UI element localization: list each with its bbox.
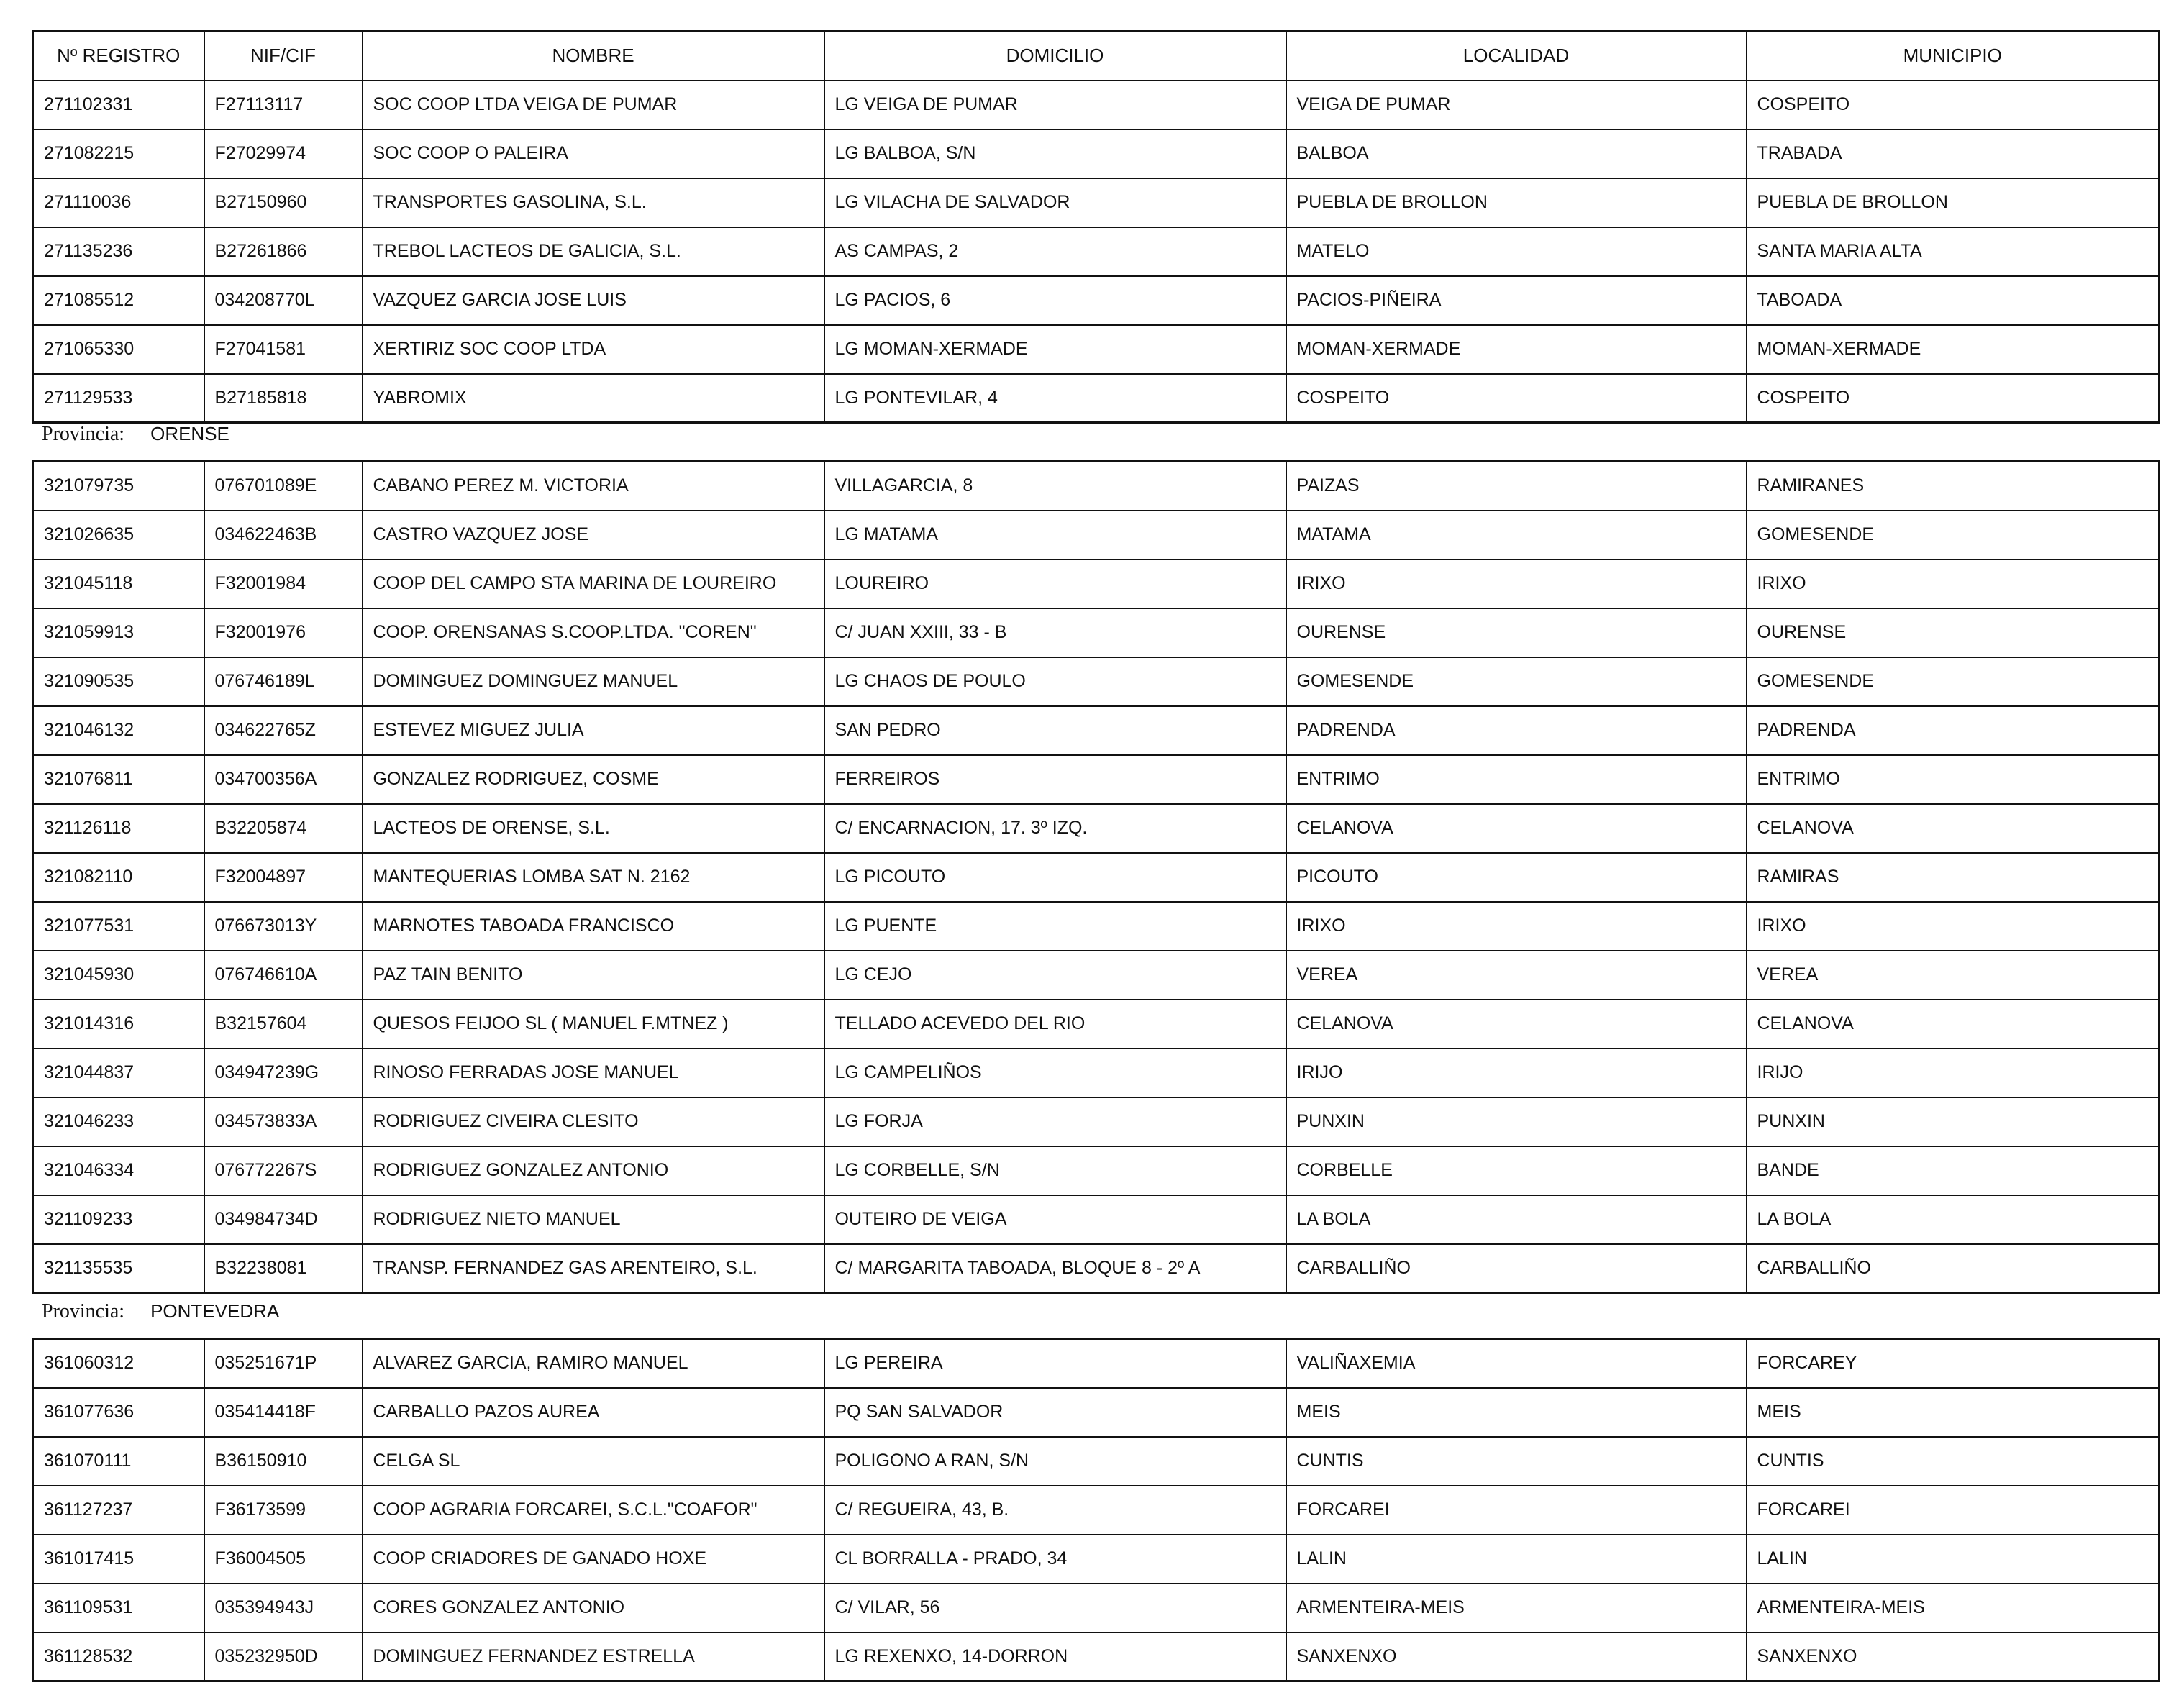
province-name: ORENSE bbox=[150, 423, 229, 444]
table-row bbox=[33, 1437, 2160, 1486]
cell-n-registro: 271129533 bbox=[33, 374, 204, 423]
cell-nif-cif: 076772267S bbox=[204, 1146, 363, 1195]
cell-nif-cif: 076673013Y bbox=[204, 902, 363, 951]
cell-n-registro: 361077636 bbox=[33, 1388, 204, 1437]
cell-domicilio: LG CORBELLE, S/N bbox=[824, 1146, 1286, 1195]
cell-n-registro: 321109233 bbox=[33, 1195, 204, 1244]
cell-nif-cif: 034573833A bbox=[204, 1097, 363, 1146]
cell-nif-cif: 035394943J bbox=[204, 1584, 363, 1632]
table-row bbox=[33, 951, 2160, 1000]
cell-localidad: PUEBLA DE BROLLON bbox=[1286, 178, 1747, 227]
cell-domicilio: FERREIROS bbox=[824, 755, 1286, 804]
cell-domicilio: PQ SAN SALVADOR bbox=[824, 1388, 1286, 1437]
cell-nombre: CASTRO VAZQUEZ JOSE bbox=[363, 511, 824, 560]
cell-n-registro: 321046132 bbox=[33, 706, 204, 755]
table-row bbox=[33, 1195, 2160, 1244]
header-municipio: MUNICIPIO bbox=[1747, 32, 2160, 81]
cell-n-registro: 321090535 bbox=[33, 657, 204, 706]
cell-municipio: CELANOVA bbox=[1747, 804, 2160, 853]
table-row bbox=[33, 1486, 2160, 1535]
cell-nombre: ESTEVEZ MIGUEZ JULIA bbox=[363, 706, 824, 755]
table-row bbox=[33, 227, 2160, 276]
cell-nombre: RODRIGUEZ CIVEIRA CLESITO bbox=[363, 1097, 824, 1146]
cell-municipio: VEREA bbox=[1747, 951, 2160, 1000]
cell-municipio: CARBALLIÑO bbox=[1747, 1244, 2160, 1293]
cell-n-registro: 361017415 bbox=[33, 1535, 204, 1584]
header-domicilio: DOMICILIO bbox=[824, 32, 1286, 81]
cell-nif-cif: 076701089E bbox=[204, 462, 363, 511]
cell-municipio: TRABADA bbox=[1747, 129, 2160, 178]
cell-municipio: IRIXO bbox=[1747, 902, 2160, 951]
cell-domicilio: LG CEJO bbox=[824, 951, 1286, 1000]
table-row bbox=[33, 1388, 2160, 1437]
cell-localidad: COSPEITO bbox=[1286, 374, 1747, 423]
cell-nombre: COOP. ORENSANAS S.COOP.LTDA. "COREN" bbox=[363, 608, 824, 657]
table-row bbox=[33, 1535, 2160, 1584]
cell-municipio: IRIXO bbox=[1747, 560, 2160, 608]
cell-localidad: BALBOA bbox=[1286, 129, 1747, 178]
cell-nif-cif: B32238081 bbox=[204, 1244, 363, 1293]
cell-nombre: SOC COOP LTDA VEIGA DE PUMAR bbox=[363, 81, 824, 129]
cell-municipio: CELANOVA bbox=[1747, 1000, 2160, 1049]
cell-localidad: LALIN bbox=[1286, 1535, 1747, 1584]
cell-domicilio: LG REXENXO, 14-DORRON bbox=[824, 1632, 1286, 1681]
registry-table-pontevedra bbox=[32, 1338, 2160, 1682]
cell-municipio: OURENSE bbox=[1747, 608, 2160, 657]
cell-municipio: FORCAREI bbox=[1747, 1486, 2160, 1535]
cell-nombre: XERTIRIZ SOC COOP LTDA bbox=[363, 325, 824, 374]
cell-nif-cif: 076746610A bbox=[204, 951, 363, 1000]
cell-localidad: IRIJO bbox=[1286, 1049, 1747, 1097]
cell-municipio: MOMAN-XERMADE bbox=[1747, 325, 2160, 374]
cell-n-registro: 321044837 bbox=[33, 1049, 204, 1097]
cell-domicilio: LG PICOUTO bbox=[824, 853, 1286, 902]
table-row bbox=[33, 1146, 2160, 1195]
cell-localidad: PACIOS-PIÑEIRA bbox=[1286, 276, 1747, 325]
cell-localidad: MEIS bbox=[1286, 1388, 1747, 1437]
cell-domicilio: LG PUENTE bbox=[824, 902, 1286, 951]
cell-municipio: MEIS bbox=[1747, 1388, 2160, 1437]
cell-domicilio: LG BALBOA, S/N bbox=[824, 129, 1286, 178]
cell-domicilio: LG CHAOS DE POULO bbox=[824, 657, 1286, 706]
cell-localidad: FORCAREI bbox=[1286, 1486, 1747, 1535]
cell-nif-cif: B36150910 bbox=[204, 1437, 363, 1486]
cell-domicilio: LG VEIGA DE PUMAR bbox=[824, 81, 1286, 129]
cell-nombre: YABROMIX bbox=[363, 374, 824, 423]
cell-nombre: ALVAREZ GARCIA, RAMIRO MANUEL bbox=[363, 1339, 824, 1388]
cell-municipio: RAMIRAS bbox=[1747, 853, 2160, 902]
header-localidad: LOCALIDAD bbox=[1286, 32, 1747, 81]
cell-nif-cif: F27041581 bbox=[204, 325, 363, 374]
cell-localidad: ENTRIMO bbox=[1286, 755, 1747, 804]
cell-n-registro: 271110036 bbox=[33, 178, 204, 227]
table-row bbox=[33, 755, 2160, 804]
table-row bbox=[33, 1049, 2160, 1097]
cell-nombre: CARBALLO PAZOS AUREA bbox=[363, 1388, 824, 1437]
cell-domicilio: C/ MARGARITA TABOADA, BLOQUE 8 - 2º A bbox=[824, 1244, 1286, 1293]
cell-localidad: CARBALLIÑO bbox=[1286, 1244, 1747, 1293]
cell-nif-cif: 034947239G bbox=[204, 1049, 363, 1097]
table-row bbox=[33, 1000, 2160, 1049]
cell-nombre: MARNOTES TABOADA FRANCISCO bbox=[363, 902, 824, 951]
cell-municipio: ARMENTEIRA-MEIS bbox=[1747, 1584, 2160, 1632]
cell-n-registro: 361128532 bbox=[33, 1632, 204, 1681]
cell-nombre: VAZQUEZ GARCIA JOSE LUIS bbox=[363, 276, 824, 325]
registry-table-lugo bbox=[32, 30, 2160, 424]
cell-nombre: CELGA SL bbox=[363, 1437, 824, 1486]
cell-n-registro: 321126118 bbox=[33, 804, 204, 853]
cell-nombre: RODRIGUEZ NIETO MANUEL bbox=[363, 1195, 824, 1244]
cell-municipio: PADRENDA bbox=[1747, 706, 2160, 755]
table-row bbox=[33, 462, 2160, 511]
cell-domicilio: VILLAGARCIA, 8 bbox=[824, 462, 1286, 511]
cell-n-registro: 361127237 bbox=[33, 1486, 204, 1535]
cell-municipio: GOMESENDE bbox=[1747, 657, 2160, 706]
cell-nombre: DOMINGUEZ DOMINGUEZ MANUEL bbox=[363, 657, 824, 706]
table-row bbox=[33, 853, 2160, 902]
cell-municipio: GOMESENDE bbox=[1747, 511, 2160, 560]
cell-n-registro: 271085512 bbox=[33, 276, 204, 325]
cell-localidad: PICOUTO bbox=[1286, 853, 1747, 902]
cell-nif-cif: 035414418F bbox=[204, 1388, 363, 1437]
cell-n-registro: 321076811 bbox=[33, 755, 204, 804]
cell-nif-cif: B27261866 bbox=[204, 227, 363, 276]
cell-domicilio: CL BORRALLA - PRADO, 34 bbox=[824, 1535, 1286, 1584]
cell-n-registro: 321077531 bbox=[33, 902, 204, 951]
cell-nombre: TRANSP. FERNANDEZ GAS ARENTEIRO, S.L. bbox=[363, 1244, 824, 1293]
cell-n-registro: 321046334 bbox=[33, 1146, 204, 1195]
cell-nombre: RINOSO FERRADAS JOSE MANUEL bbox=[363, 1049, 824, 1097]
cell-municipio: SANXENXO bbox=[1747, 1632, 2160, 1681]
cell-localidad: VEREA bbox=[1286, 951, 1747, 1000]
cell-n-registro: 321046233 bbox=[33, 1097, 204, 1146]
cell-n-registro: 271102331 bbox=[33, 81, 204, 129]
cell-localidad: CUNTIS bbox=[1286, 1437, 1747, 1486]
cell-domicilio: LG FORJA bbox=[824, 1097, 1286, 1146]
cell-nif-cif: F32004897 bbox=[204, 853, 363, 902]
cell-domicilio: C/ REGUEIRA, 43, B. bbox=[824, 1486, 1286, 1535]
table-row bbox=[33, 1632, 2160, 1681]
cell-nombre: CORES GONZALEZ ANTONIO bbox=[363, 1584, 824, 1632]
cell-nombre: TREBOL LACTEOS DE GALICIA, S.L. bbox=[363, 227, 824, 276]
cell-nombre: GONZALEZ RODRIGUEZ, COSME bbox=[363, 755, 824, 804]
table-row bbox=[33, 1584, 2160, 1632]
header-n-registro: Nº REGISTRO bbox=[33, 32, 204, 81]
cell-municipio: LALIN bbox=[1747, 1535, 2160, 1584]
cell-localidad: PADRENDA bbox=[1286, 706, 1747, 755]
cell-municipio: BANDE bbox=[1747, 1146, 2160, 1195]
table-row bbox=[33, 608, 2160, 657]
cell-n-registro: 321026635 bbox=[33, 511, 204, 560]
cell-localidad: MOMAN-XERMADE bbox=[1286, 325, 1747, 374]
cell-nif-cif: 034622765Z bbox=[204, 706, 363, 755]
cell-domicilio: LG CAMPELIÑOS bbox=[824, 1049, 1286, 1097]
cell-n-registro: 321135535 bbox=[33, 1244, 204, 1293]
header-nombre: NOMBRE bbox=[363, 32, 824, 81]
cell-nif-cif: 034984734D bbox=[204, 1195, 363, 1244]
cell-n-registro: 321014316 bbox=[33, 1000, 204, 1049]
table-row bbox=[33, 276, 2160, 325]
cell-localidad: PAIZAS bbox=[1286, 462, 1747, 511]
cell-localidad: CELANOVA bbox=[1286, 804, 1747, 853]
cell-localidad: CORBELLE bbox=[1286, 1146, 1747, 1195]
cell-domicilio: LG VILACHA DE SALVADOR bbox=[824, 178, 1286, 227]
cell-municipio: COSPEITO bbox=[1747, 374, 2160, 423]
cell-nif-cif: F27113117 bbox=[204, 81, 363, 129]
cell-domicilio: SAN PEDRO bbox=[824, 706, 1286, 755]
cell-nif-cif: F32001976 bbox=[204, 608, 363, 657]
cell-domicilio: POLIGONO A RAN, S/N bbox=[824, 1437, 1286, 1486]
cell-domicilio: LG PACIOS, 6 bbox=[824, 276, 1286, 325]
cell-nombre: SOC COOP O PALEIRA bbox=[363, 129, 824, 178]
cell-n-registro: 271065330 bbox=[33, 325, 204, 374]
cell-n-registro: 321045118 bbox=[33, 560, 204, 608]
cell-municipio: RAMIRANES bbox=[1747, 462, 2160, 511]
table-row bbox=[33, 129, 2160, 178]
cell-nif-cif: 076746189L bbox=[204, 657, 363, 706]
cell-localidad: LA BOLA bbox=[1286, 1195, 1747, 1244]
cell-municipio: TABOADA bbox=[1747, 276, 2160, 325]
cell-nombre: TRANSPORTES GASOLINA, S.L. bbox=[363, 178, 824, 227]
cell-nif-cif: B27185818 bbox=[204, 374, 363, 423]
cell-n-registro: 361060312 bbox=[33, 1339, 204, 1388]
cell-domicilio: LG PEREIRA bbox=[824, 1339, 1286, 1388]
table-row bbox=[33, 1244, 2160, 1293]
table-row bbox=[33, 804, 2160, 853]
cell-localidad: IRIXO bbox=[1286, 902, 1747, 951]
cell-domicilio: C/ JUAN XXIII, 33 - B bbox=[824, 608, 1286, 657]
table-row bbox=[33, 81, 2160, 129]
cell-nombre: COOP AGRARIA FORCAREI, S.C.L."COAFOR" bbox=[363, 1486, 824, 1535]
cell-nif-cif: B32157604 bbox=[204, 1000, 363, 1049]
province-name: PONTEVEDRA bbox=[150, 1300, 280, 1322]
cell-domicilio: AS CAMPAS, 2 bbox=[824, 227, 1286, 276]
cell-domicilio: LG PONTEVILAR, 4 bbox=[824, 374, 1286, 423]
cell-n-registro: 321082110 bbox=[33, 853, 204, 902]
cell-nif-cif: F36173599 bbox=[204, 1486, 363, 1535]
cell-localidad: ARMENTEIRA-MEIS bbox=[1286, 1584, 1747, 1632]
cell-nombre: PAZ TAIN BENITO bbox=[363, 951, 824, 1000]
registry-table-orense bbox=[32, 460, 2160, 1294]
cell-municipio: SANTA MARIA ALTA bbox=[1747, 227, 2160, 276]
cell-localidad: GOMESENDE bbox=[1286, 657, 1747, 706]
cell-n-registro: 361070111 bbox=[33, 1437, 204, 1486]
cell-nif-cif: 034622463B bbox=[204, 511, 363, 560]
cell-n-registro: 361109531 bbox=[33, 1584, 204, 1632]
table-row bbox=[33, 178, 2160, 227]
cell-domicilio: TELLADO ACEVEDO DEL RIO bbox=[824, 1000, 1286, 1049]
cell-localidad: IRIXO bbox=[1286, 560, 1747, 608]
cell-municipio: FORCAREY bbox=[1747, 1339, 2160, 1388]
cell-nombre: MANTEQUERIAS LOMBA SAT N. 2162 bbox=[363, 853, 824, 902]
cell-n-registro: 271135236 bbox=[33, 227, 204, 276]
cell-domicilio: LOUREIRO bbox=[824, 560, 1286, 608]
cell-nombre: COOP DEL CAMPO STA MARINA DE LOUREIRO bbox=[363, 560, 824, 608]
province-label: Provincia: bbox=[42, 423, 125, 445]
table-row bbox=[33, 657, 2160, 706]
cell-nif-cif: F36004505 bbox=[204, 1535, 363, 1584]
cell-localidad: PUNXIN bbox=[1286, 1097, 1747, 1146]
cell-municipio: IRIJO bbox=[1747, 1049, 2160, 1097]
cell-nif-cif: 034700356A bbox=[204, 755, 363, 804]
cell-localidad: SANXENXO bbox=[1286, 1632, 1747, 1681]
cell-municipio: COSPEITO bbox=[1747, 81, 2160, 129]
cell-domicilio: LG MATAMA bbox=[824, 511, 1286, 560]
cell-localidad: MATAMA bbox=[1286, 511, 1747, 560]
cell-nombre: RODRIGUEZ GONZALEZ ANTONIO bbox=[363, 1146, 824, 1195]
cell-nif-cif: F27029974 bbox=[204, 129, 363, 178]
province-heading-pontevedra bbox=[42, 1300, 279, 1323]
cell-municipio: ENTRIMO bbox=[1747, 755, 2160, 804]
province-label: Provincia: bbox=[42, 1300, 125, 1323]
cell-nif-cif: 035232950D bbox=[204, 1632, 363, 1681]
table-row bbox=[33, 325, 2160, 374]
cell-n-registro: 321045930 bbox=[33, 951, 204, 1000]
cell-localidad: VALIÑAXEMIA bbox=[1286, 1339, 1747, 1388]
cell-municipio: PUEBLA DE BROLLON bbox=[1747, 178, 2160, 227]
table-header-row bbox=[33, 32, 2160, 81]
table-row bbox=[33, 706, 2160, 755]
cell-n-registro: 321079735 bbox=[33, 462, 204, 511]
cell-municipio: CUNTIS bbox=[1747, 1437, 2160, 1486]
table-row bbox=[33, 1339, 2160, 1388]
cell-localidad: CELANOVA bbox=[1286, 1000, 1747, 1049]
header-nif-cif: NIF/CIF bbox=[204, 32, 363, 81]
cell-nif-cif: F32001984 bbox=[204, 560, 363, 608]
cell-nif-cif: 034208770L bbox=[204, 276, 363, 325]
cell-municipio: LA BOLA bbox=[1747, 1195, 2160, 1244]
cell-localidad: MATELO bbox=[1286, 227, 1747, 276]
cell-domicilio: C/ VILAR, 56 bbox=[824, 1584, 1286, 1632]
cell-nif-cif: B27150960 bbox=[204, 178, 363, 227]
cell-localidad: VEIGA DE PUMAR bbox=[1286, 81, 1747, 129]
cell-localidad: OURENSE bbox=[1286, 608, 1747, 657]
cell-nombre: COOP CRIADORES DE GANADO HOXE bbox=[363, 1535, 824, 1584]
cell-nombre: LACTEOS DE ORENSE, S.L. bbox=[363, 804, 824, 853]
cell-nombre: CABANO PEREZ M. VICTORIA bbox=[363, 462, 824, 511]
cell-nif-cif: 035251671P bbox=[204, 1339, 363, 1388]
cell-domicilio: OUTEIRO DE VEIGA bbox=[824, 1195, 1286, 1244]
cell-nif-cif: B32205874 bbox=[204, 804, 363, 853]
province-heading-orense bbox=[42, 423, 229, 446]
cell-domicilio: LG MOMAN-XERMADE bbox=[824, 325, 1286, 374]
cell-n-registro: 271082215 bbox=[33, 129, 204, 178]
cell-nombre: DOMINGUEZ FERNANDEZ ESTRELLA bbox=[363, 1632, 824, 1681]
table-row bbox=[33, 1097, 2160, 1146]
table-row bbox=[33, 511, 2160, 560]
table-row bbox=[33, 374, 2160, 423]
table-row bbox=[33, 560, 2160, 608]
table-row bbox=[33, 902, 2160, 951]
cell-domicilio: C/ ENCARNACION, 17. 3º IZQ. bbox=[824, 804, 1286, 853]
cell-n-registro: 321059913 bbox=[33, 608, 204, 657]
cell-nombre: QUESOS FEIJOO SL ( MANUEL F.MTNEZ ) bbox=[363, 1000, 824, 1049]
cell-municipio: PUNXIN bbox=[1747, 1097, 2160, 1146]
